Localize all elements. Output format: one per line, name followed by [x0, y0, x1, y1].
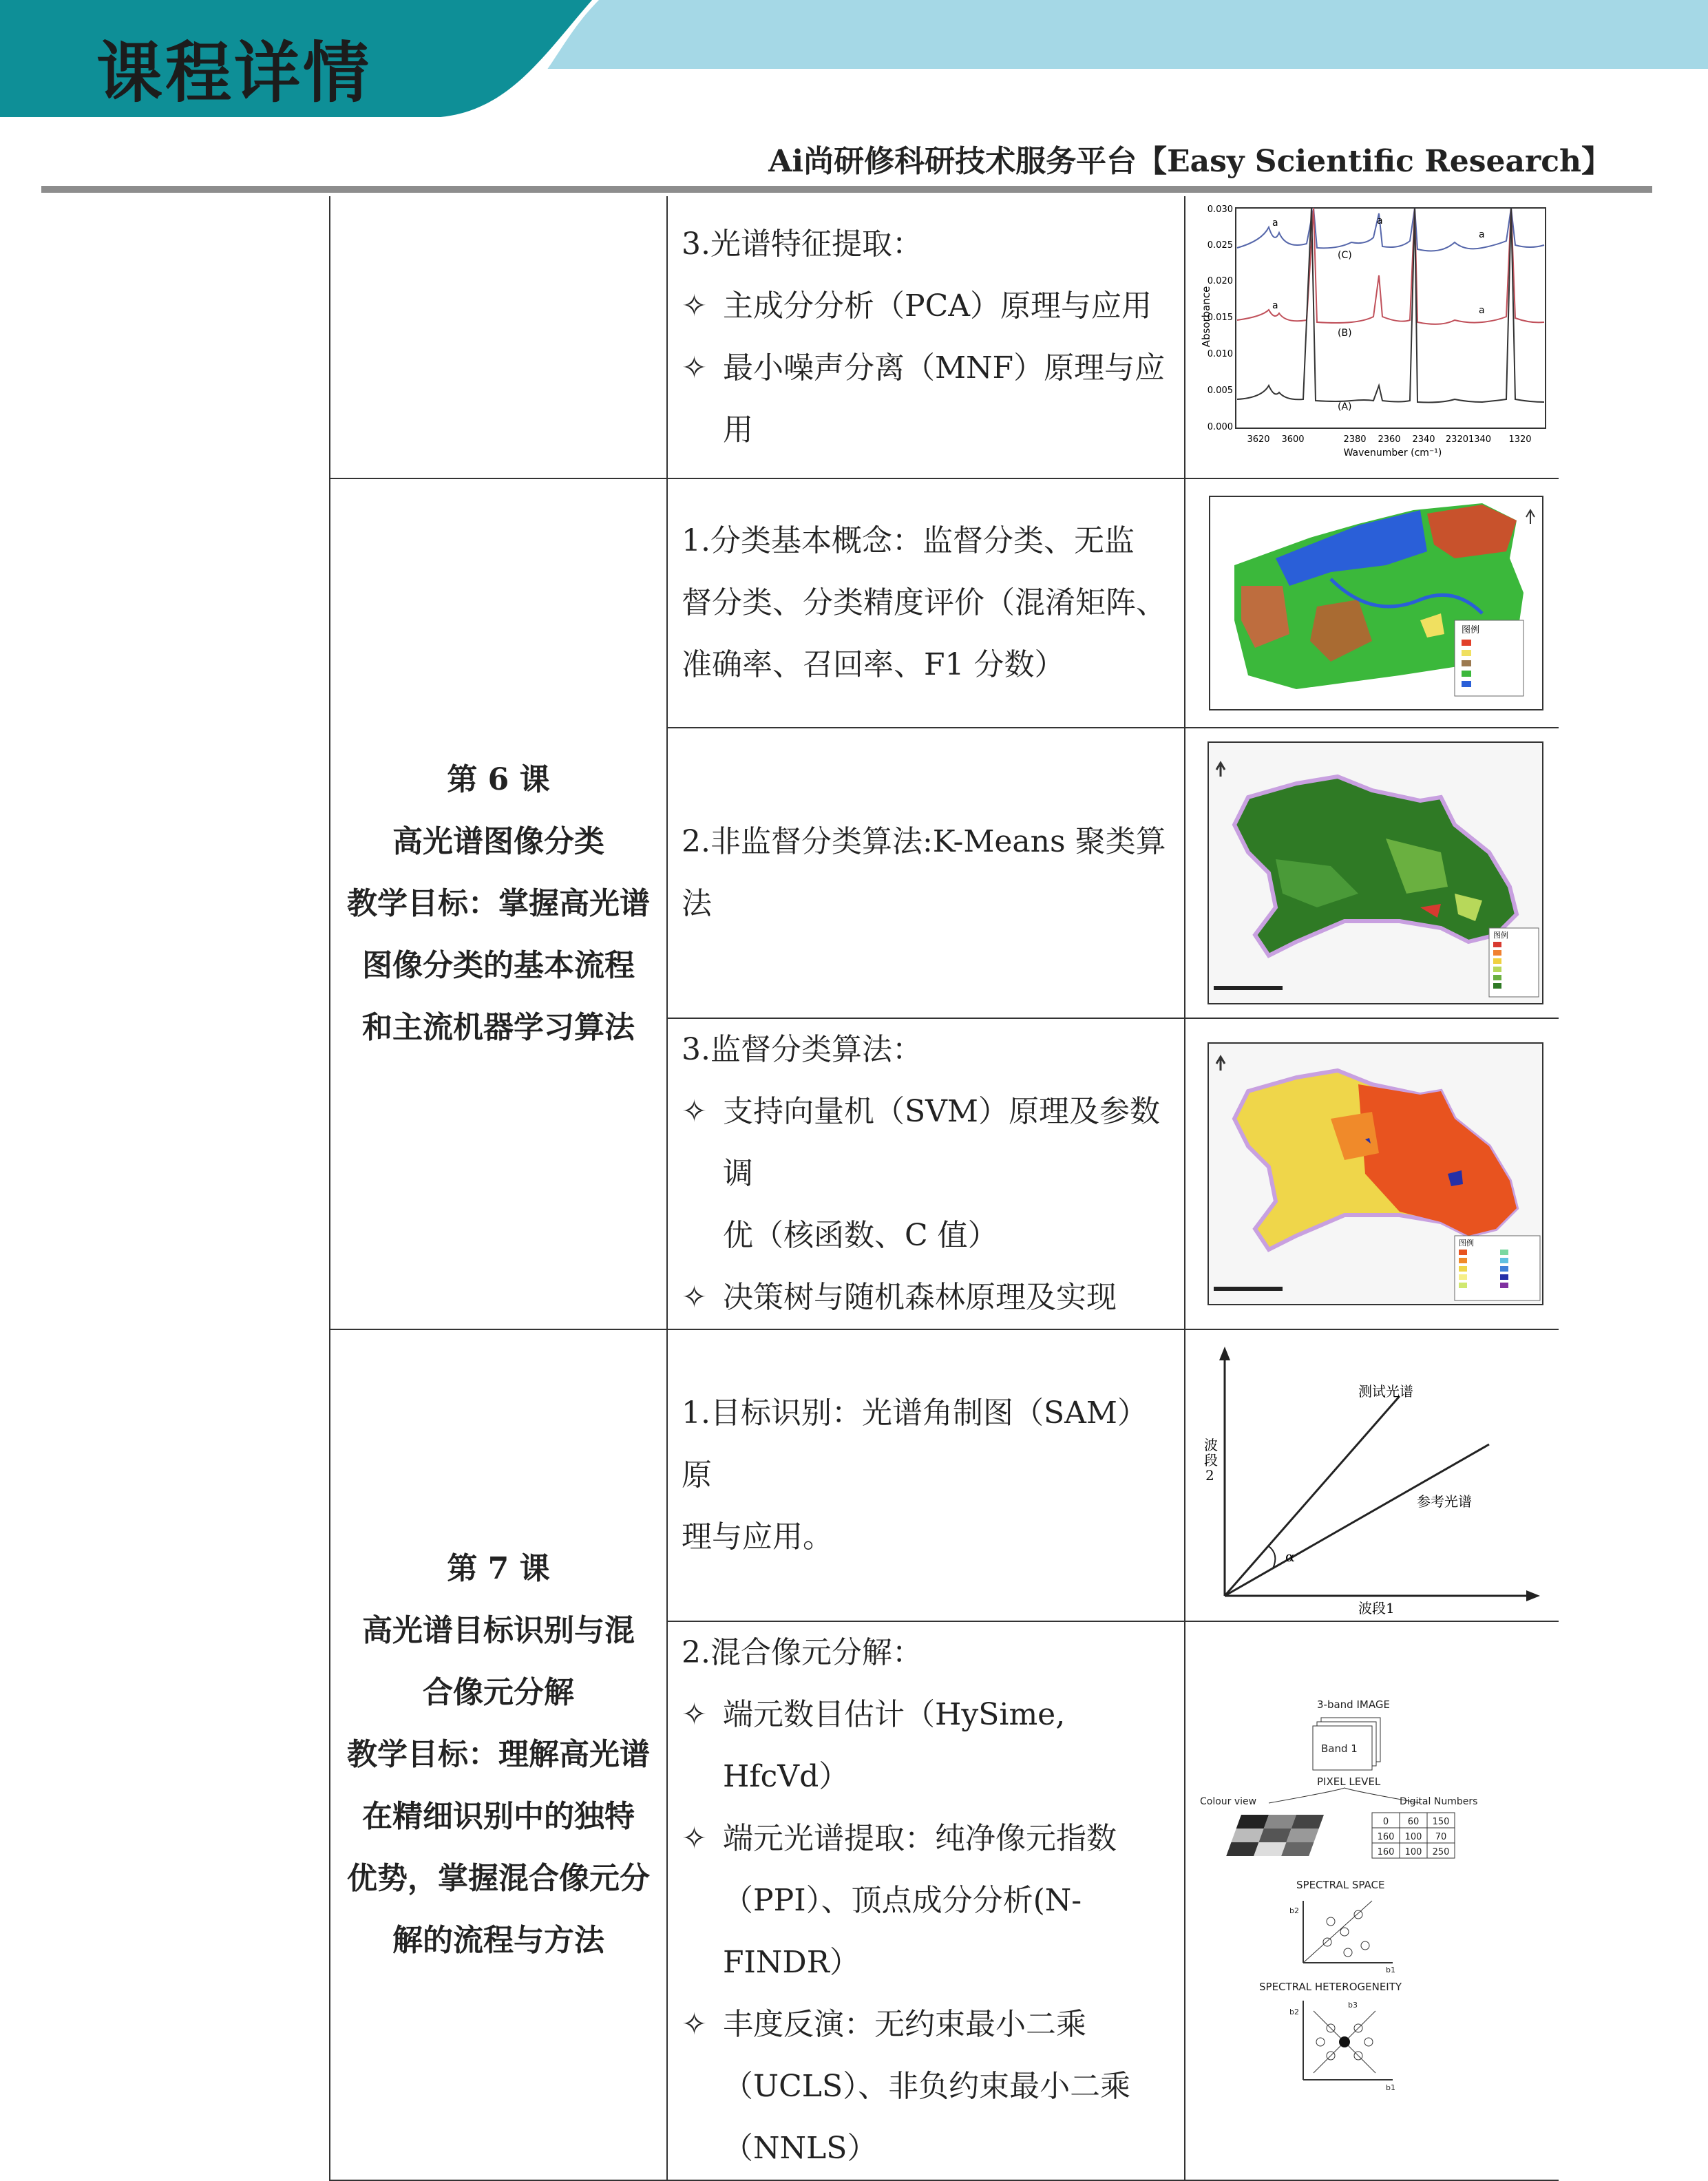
platform-name: Ai尚研修科研技术服务平台【Easy Scientific Research】	[768, 144, 1612, 179]
bullet-item: ✧ 支持向量机（SVM）原理及参数调 优（核函数、C 值）	[682, 1081, 1172, 1267]
legend-title: 图例	[1459, 1239, 1474, 1247]
trace-label: (A)	[1338, 401, 1352, 412]
content-line: 法	[682, 886, 712, 921]
pixel-level-label: PIXEL LEVEL	[1317, 1776, 1381, 1788]
lesson-title: 高光谱图像分类	[392, 824, 604, 859]
dn-value: 160	[1377, 1847, 1395, 1857]
lesson-goal: 优势，掌握混合像元分	[347, 1861, 650, 1896]
dn-value: 150	[1432, 1817, 1450, 1827]
y-tick: 0.025	[1207, 240, 1233, 251]
band1-label: 波段1	[1358, 1600, 1395, 1616]
band2-label: 2	[1205, 1467, 1214, 1484]
bullet-item: ✧ 主成分分析（PCA）原理与应用	[682, 275, 1172, 337]
lesson-cell	[330, 196, 667, 478]
spectral-space-label: SPECTRAL SPACE	[1296, 1879, 1385, 1891]
lesson-number: 第 6 课	[447, 762, 550, 797]
content-cell	[667, 728, 1185, 1018]
page-title: 课程详情	[96, 34, 372, 112]
x-tick: 2360	[1378, 434, 1401, 445]
bullet-item: ✧ 决策树与随机森林原理及实现	[682, 1267, 1172, 1329]
content-cell	[667, 1329, 1185, 1621]
axis-b1: b1	[1386, 1966, 1395, 1974]
content-heading: 2.混合像元分解：	[682, 1635, 922, 1670]
figure-cell	[1185, 728, 1559, 1018]
content-cell	[667, 196, 1185, 478]
x-tick: 3620	[1247, 434, 1270, 445]
x-tick: 2340	[1412, 434, 1435, 445]
dn-value: 60	[1407, 1817, 1420, 1827]
band2-label: 段	[1204, 1452, 1218, 1468]
dn-value: 100	[1404, 1847, 1422, 1857]
content-line: 督分类、分类精度评价（混淆矩阵、	[682, 585, 1166, 620]
ref-spectrum-label: 参考光谱	[1417, 1493, 1472, 1510]
y-tick: 0.030	[1207, 204, 1233, 215]
bullet-item: ✧ 丰度反演：无约束最小二乘 （UCLS）、非负约束最小二乘 （NNLS）	[682, 1994, 1172, 2180]
y-ticks	[1208, 204, 1233, 432]
lesson-goal: 和主流机器学习算法	[362, 1010, 635, 1045]
y-tick: 0.010	[1207, 348, 1233, 359]
content-line: 1.目标识别：光谱角制图（SAM）原	[682, 1395, 1148, 1493]
table-row	[330, 478, 1559, 728]
lesson-cell	[330, 1329, 667, 2180]
figure-cell	[1185, 478, 1559, 728]
spectral-heterogeneity-label: SPECTRAL HETEROGENEITY	[1259, 1981, 1402, 1993]
trace-label: (C)	[1338, 249, 1352, 261]
band-label: Band 1	[1321, 1742, 1358, 1755]
image-label: 3-band IMAGE	[1317, 1698, 1390, 1711]
peak-marker: a	[1272, 299, 1278, 311]
figure-cell	[1185, 1621, 1559, 2180]
axis-b2: b2	[1289, 2008, 1299, 2016]
peak-marker: a	[1479, 304, 1485, 316]
lesson-cell	[330, 478, 667, 1329]
axis-b1: b1	[1386, 2083, 1395, 2092]
lesson-goal: 解的流程与方法	[392, 1923, 604, 1958]
x-tick: 1320	[1508, 434, 1532, 445]
content-line: 1.分类基本概念：监督分类、无监	[682, 523, 1135, 558]
content-cell	[667, 478, 1185, 728]
angle-label: α	[1285, 1548, 1295, 1565]
lesson-goal: 教学目标：理解高光谱	[347, 1737, 650, 1772]
kmeans-map	[1193, 735, 1551, 1011]
colour-view-label: Colour view	[1200, 1796, 1257, 1807]
course-table	[329, 196, 1559, 2181]
lesson-number: 第 7 课	[447, 1551, 550, 1586]
absorbance-spectrum-chart	[1193, 200, 1551, 475]
pixel-unmixing-diagram	[1193, 1694, 1551, 2107]
peak-marker: a	[1479, 229, 1485, 240]
bullet-item: ✧ 端元光谱提取：纯净像元指数 （PPI）、顶点成分分析(N-FINDR）	[682, 1808, 1172, 1994]
lesson-title: 高光谱目标识别与混	[362, 1613, 635, 1648]
content-cell	[667, 1018, 1185, 1329]
y-tick: 0.020	[1207, 275, 1233, 286]
axis-b2: b2	[1289, 1906, 1299, 1915]
figure-cell	[1185, 1329, 1559, 1621]
dn-value: 160	[1377, 1832, 1395, 1842]
axis-b3: b3	[1348, 2001, 1358, 2010]
content-heading: 3.监督分类算法：	[682, 1032, 922, 1067]
bullet-item: ✧ 最小噪声分离（MNF）原理与应用	[682, 337, 1172, 461]
content-line: 准确率、召回率、F1 分数）	[682, 647, 1065, 682]
sam-angle-diagram	[1193, 1334, 1551, 1616]
x-tick: 3600	[1281, 434, 1305, 445]
peak-marker: a	[1377, 215, 1383, 226]
x-axis-label: Wavenumber (cm⁻¹)	[1343, 447, 1442, 459]
lesson-goal: 教学目标：掌握高光谱	[347, 886, 650, 921]
content-heading: 3.光谱特征提取：	[682, 226, 922, 262]
bullet-item: ✧ 端元数目估计（HySime, HfcVd）	[682, 1684, 1172, 1808]
x-ticks	[1247, 434, 1531, 445]
content-cell	[667, 1621, 1185, 2180]
content-line: 理与应用。	[682, 1519, 833, 1555]
x-tick: 2380	[1343, 434, 1367, 445]
header-divider	[41, 186, 1652, 193]
dn-value: 250	[1432, 1847, 1450, 1857]
figure-cell	[1185, 1018, 1559, 1329]
dn-value: 0	[1382, 1817, 1389, 1827]
legend-title: 图例	[1493, 931, 1508, 940]
lesson-goal: 图像分类的基本流程	[362, 948, 635, 983]
table-row	[330, 1329, 1559, 1621]
table-row	[330, 196, 1559, 478]
y-tick: 0.005	[1207, 385, 1233, 396]
lesson-goal: 在精细识别中的独特	[362, 1799, 635, 1834]
band2-label: 波	[1204, 1437, 1218, 1453]
digital-numbers-label: Digital Numbers	[1400, 1796, 1478, 1807]
dn-value: 100	[1404, 1832, 1422, 1842]
peak-marker: a	[1272, 217, 1278, 229]
lesson-title: 合像元分解	[423, 1675, 574, 1710]
trace-label: (B)	[1338, 327, 1352, 339]
content-line: 2.非监督分类算法:K-Means 聚类算	[682, 824, 1166, 859]
y-tick: 0.000	[1207, 421, 1233, 432]
classification-map	[1193, 483, 1551, 724]
x-tick: 23201340	[1445, 434, 1492, 445]
dn-value: 70	[1435, 1832, 1447, 1842]
svm-classification-map	[1193, 1036, 1551, 1311]
y-axis-label: Absorbance	[1200, 286, 1212, 347]
figure-cell	[1185, 196, 1559, 478]
test-spectrum-label: 测试光谱	[1358, 1383, 1413, 1400]
legend-title: 图例	[1462, 625, 1480, 635]
y-tick: 0.015	[1207, 312, 1233, 323]
